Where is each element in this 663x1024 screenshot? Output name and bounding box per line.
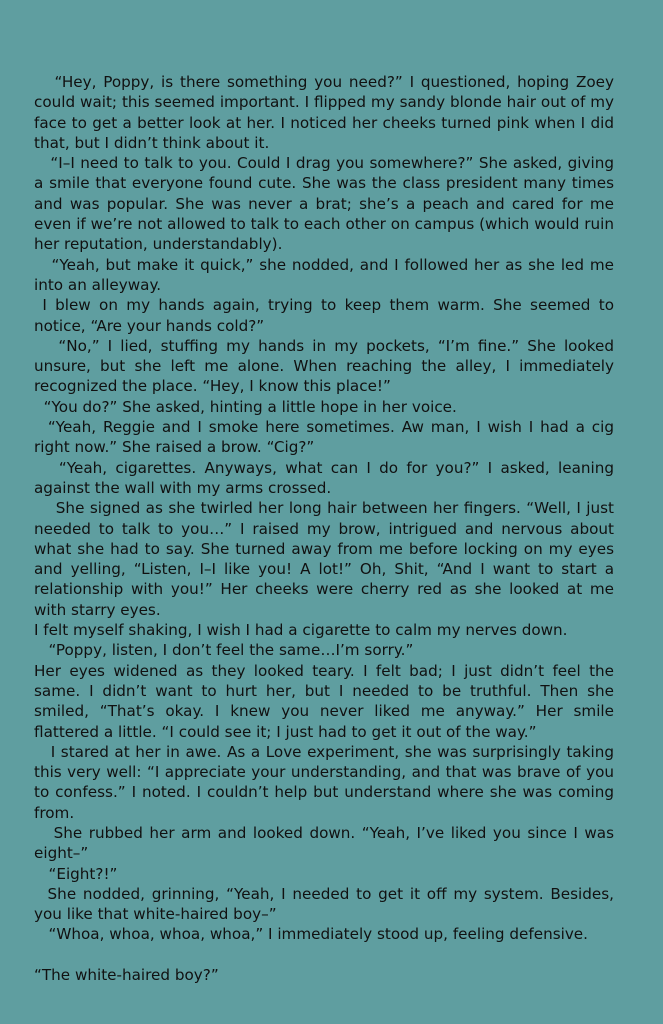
paragraph-7: “Yeah, Reggie and I smoke here sometimes. Aw man, I wish I had a cig right now.” She raised a brow. “Cig?” — [34, 418, 619, 457]
paragraph-4: I blew on my hands again, trying to keep them warm. She seemed to notice, “Are your hands cold?” — [34, 296, 619, 335]
paragraph-13: I stared at her in awe. As a Love experiment, she was surprisingly taking this very well: “I appreciate your understanding, and that was brave of you to confess.” I noted. I couldn’t help but understand where she was coming from. — [34, 742, 619, 822]
paragraph-12: Her eyes widened as they looked teary. I felt bad; I just didn’t feel the same. I didn’t want to hurt her, but I needed to be truthful. Then she smiled, “That’s okay. I knew you never liked me anyway.” Her smile flattered a little. “I could see it; I just had to get it out of the way.” — [34, 661, 619, 741]
paragraph-10: I felt myself shaking, I wish I had a cigarette to calm my nerves down. — [34, 621, 568, 640]
closing-line: “The white-haired boy?” — [34, 965, 219, 984]
story-page — [34, 72, 619, 985]
paragraph-8: “Yeah, cigarettes. Anyways, what can I do for you?” I asked, leaning against the wall with my arms crossed. — [34, 458, 619, 497]
paragraph-5: “No,” I lied, stuffing my hands in my pockets, “I’m fine.” She looked unsure, but she left me alone. When reaching the alley, I immediately recognized the place. “Hey, I know this place!” — [34, 336, 619, 396]
paragraph-17: “Whoa, whoa, whoa, whoa,” I immediately stood up, feeling defensive. — [34, 925, 588, 944]
paragraph-1: “Hey, Poppy, is there something you need?” I questioned, hoping Zoey could wait; this seemed important. I flipped my sandy blonde hair out of my face to get a better look at her. I noticed her cheeks turned pink when I did that, but I didn’t think about it. — [34, 73, 619, 152]
paragraph-11: “Poppy, listen, I don’t feel the same…I’m sorry.” — [34, 641, 414, 660]
paragraph-2: “I–I need to talk to you. Could I drag you somewhere?” She asked, giving a smile that everyone found cute. She was the class president many times and was popular. She was never a brat; she’s a peach and cared for me even if we’re not allowed to talk to each other on campus (which would ruin her reputation, understandably). — [34, 154, 619, 254]
paragraph-6: “You do?” She asked, hinting a little hope in her voice. — [34, 397, 457, 416]
paragraph-15: “Eight?!” — [34, 864, 118, 883]
paragraph-16: She nodded, grinning, “Yeah, I needed to get it off my system. Besides, you like that white-haired boy–” — [34, 884, 619, 924]
paragraph-gap — [34, 945, 614, 965]
paragraph-14: She rubbed her arm and looked down. “Yeah, I’ve liked you since I was eight–” — [34, 823, 619, 863]
paragraph-9: She signed as she twirled her long hair between her fingers. “Well, I just needed to talk to you…” I raised my brow, intrigued and nervous about what she had to say. She turned away from me before locking on my eyes and yelling, “Listen, I–I like you! A lot!” Oh, Shit, “And I want to start a relationship with you!” Her cheeks were cherry red as she looked at me with starry eyes. — [34, 499, 619, 619]
paragraph-3: “Yeah, but make it quick,” she nodded, and I followed her as she led me into an alleyway. — [34, 255, 619, 294]
